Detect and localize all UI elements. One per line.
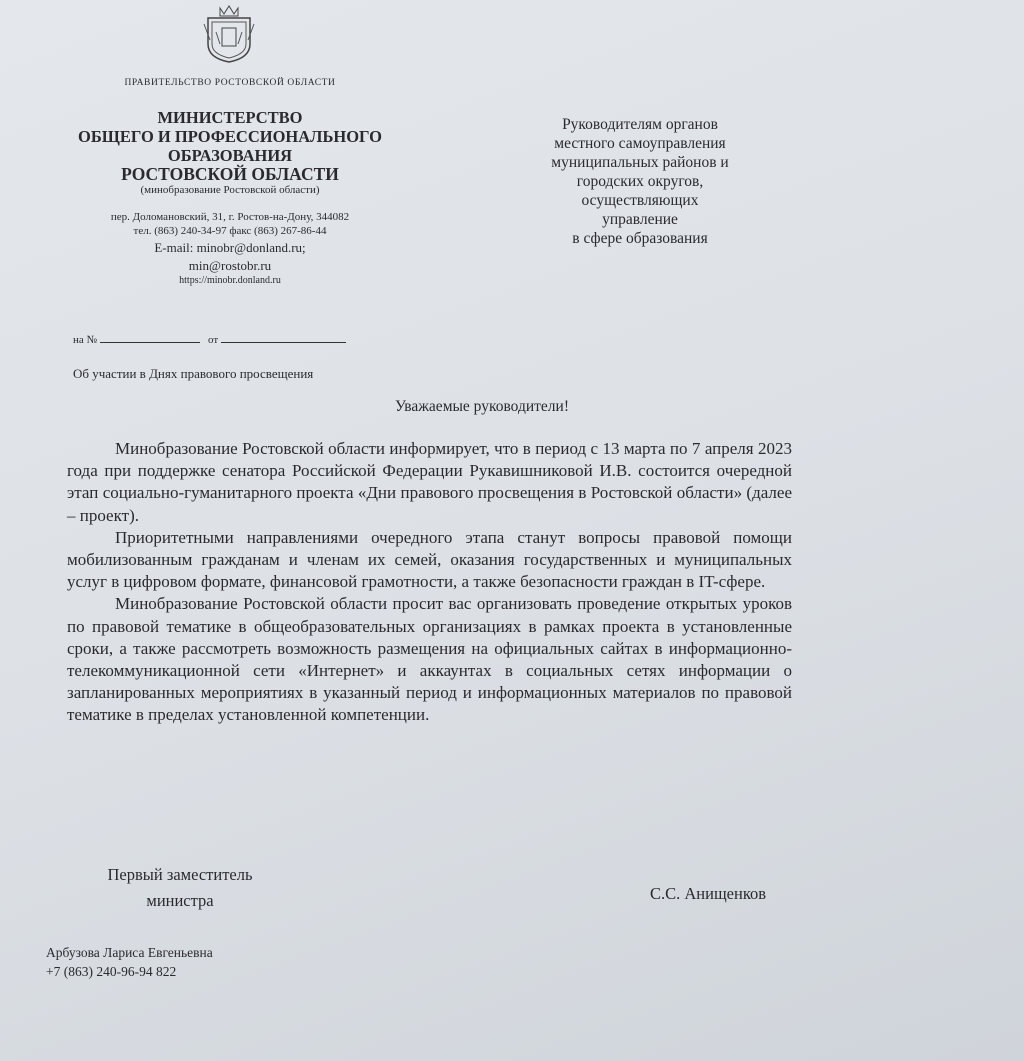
government-name: ПРАВИТЕЛЬСТВО РОСТОВСКОЙ ОБЛАСТИ [124,78,336,88]
ref-number-blank [100,332,200,343]
address: пер. Доломановский, 31, г. Ростов-на-Дону, 344082 [110,211,350,223]
recipient-line: Руководителям органов [562,116,718,133]
email-1: E-mail: minobr@donland.ru; [154,240,306,255]
executor-info [46,943,213,981]
ref-date-blank [221,332,346,343]
recipient-line: местного самоуправления [554,135,726,152]
ministry-line: ОБРАЗОВАНИЯ [167,146,293,165]
recipient-line: муниципальных районов и [551,154,729,171]
recipient-block [520,115,760,248]
letter-body [67,438,792,727]
executor-name: Арбузова Лариса Евгеньевна [46,945,213,960]
executor-phone: +7 (863) 240-96-94 822 [46,964,177,979]
paragraph: Минобразование Ростовской области информирует, что в период с 13 марта по 7 апреля 2023 года при поддержке сенатора Российской Федерации Рукавишниковой И.В. состоится очередной этап социально-гуманитарного проекта «Дни правового просвещения в Ростовской области» (далее – проект). [67,439,792,525]
phones: тел. (863) 240-34-97 факс (863) 267-86-44 [133,225,327,237]
recipient-line: осуществляющих [581,192,699,209]
paragraph: Приоритетными направлениями очередного этапа станут вопросы правовой помощи мобилизованным гражданам и членам их семей, оказания государственных и муниципальных услуг в цифровом формате, финансовой грамотности, а также безопасности граждан в IT-сфере. [67,527,792,592]
signatory-name: С.С. Анищенков [650,884,767,903]
signatory-title [85,862,275,914]
ref-number-label: на № [73,334,98,346]
recipient-line: городских округов, [576,173,704,190]
ministry-url: https://minobr.donland.ru [179,275,281,286]
ministry-address [60,210,400,238]
coat-of-arms-emblem [200,4,258,64]
recipient-line: в сфере образования [572,230,708,247]
ministry-line: ОБЩЕГО И ПРОФЕССИОНАЛЬНОГО [78,127,382,146]
email-2: min@rostobr.ru [188,258,272,273]
signatory-title-line: министра [146,891,214,910]
ministry-line: МИНИСТЕРСТВО [157,108,303,127]
paragraph: Минобразование Ростовской области просит вас организовать проведение открытых уроков по правовой тематике в общеобразовательных организациях в рамках проекта в установленные сроки, а также рассмотреть возможность размещения на официальных сайтах в информационно-телекоммуникационной сети «Интернет» и аккаунтах в социальных сетях информации о запланированных мероприятиях в указанный период и информационных материалов по правовой тематике в пределах установленной компетенции. [67,594,792,725]
ministry-name [60,108,400,184]
signatory-title-line: Первый заместитель [107,865,253,884]
greeting: Уважаемые руководители! [395,398,569,415]
ministry-short-name: (минобразование Ростовской области) [140,184,320,196]
letter-subject: Об участии в Днях правового просвещения [73,366,314,381]
ministry-line: РОСТОВСКОЙ ОБЛАСТИ [121,164,339,184]
reference-line [73,332,346,346]
recipient-line: управление [602,211,678,228]
ref-date-label: от [208,334,219,346]
ministry-email [60,239,400,275]
